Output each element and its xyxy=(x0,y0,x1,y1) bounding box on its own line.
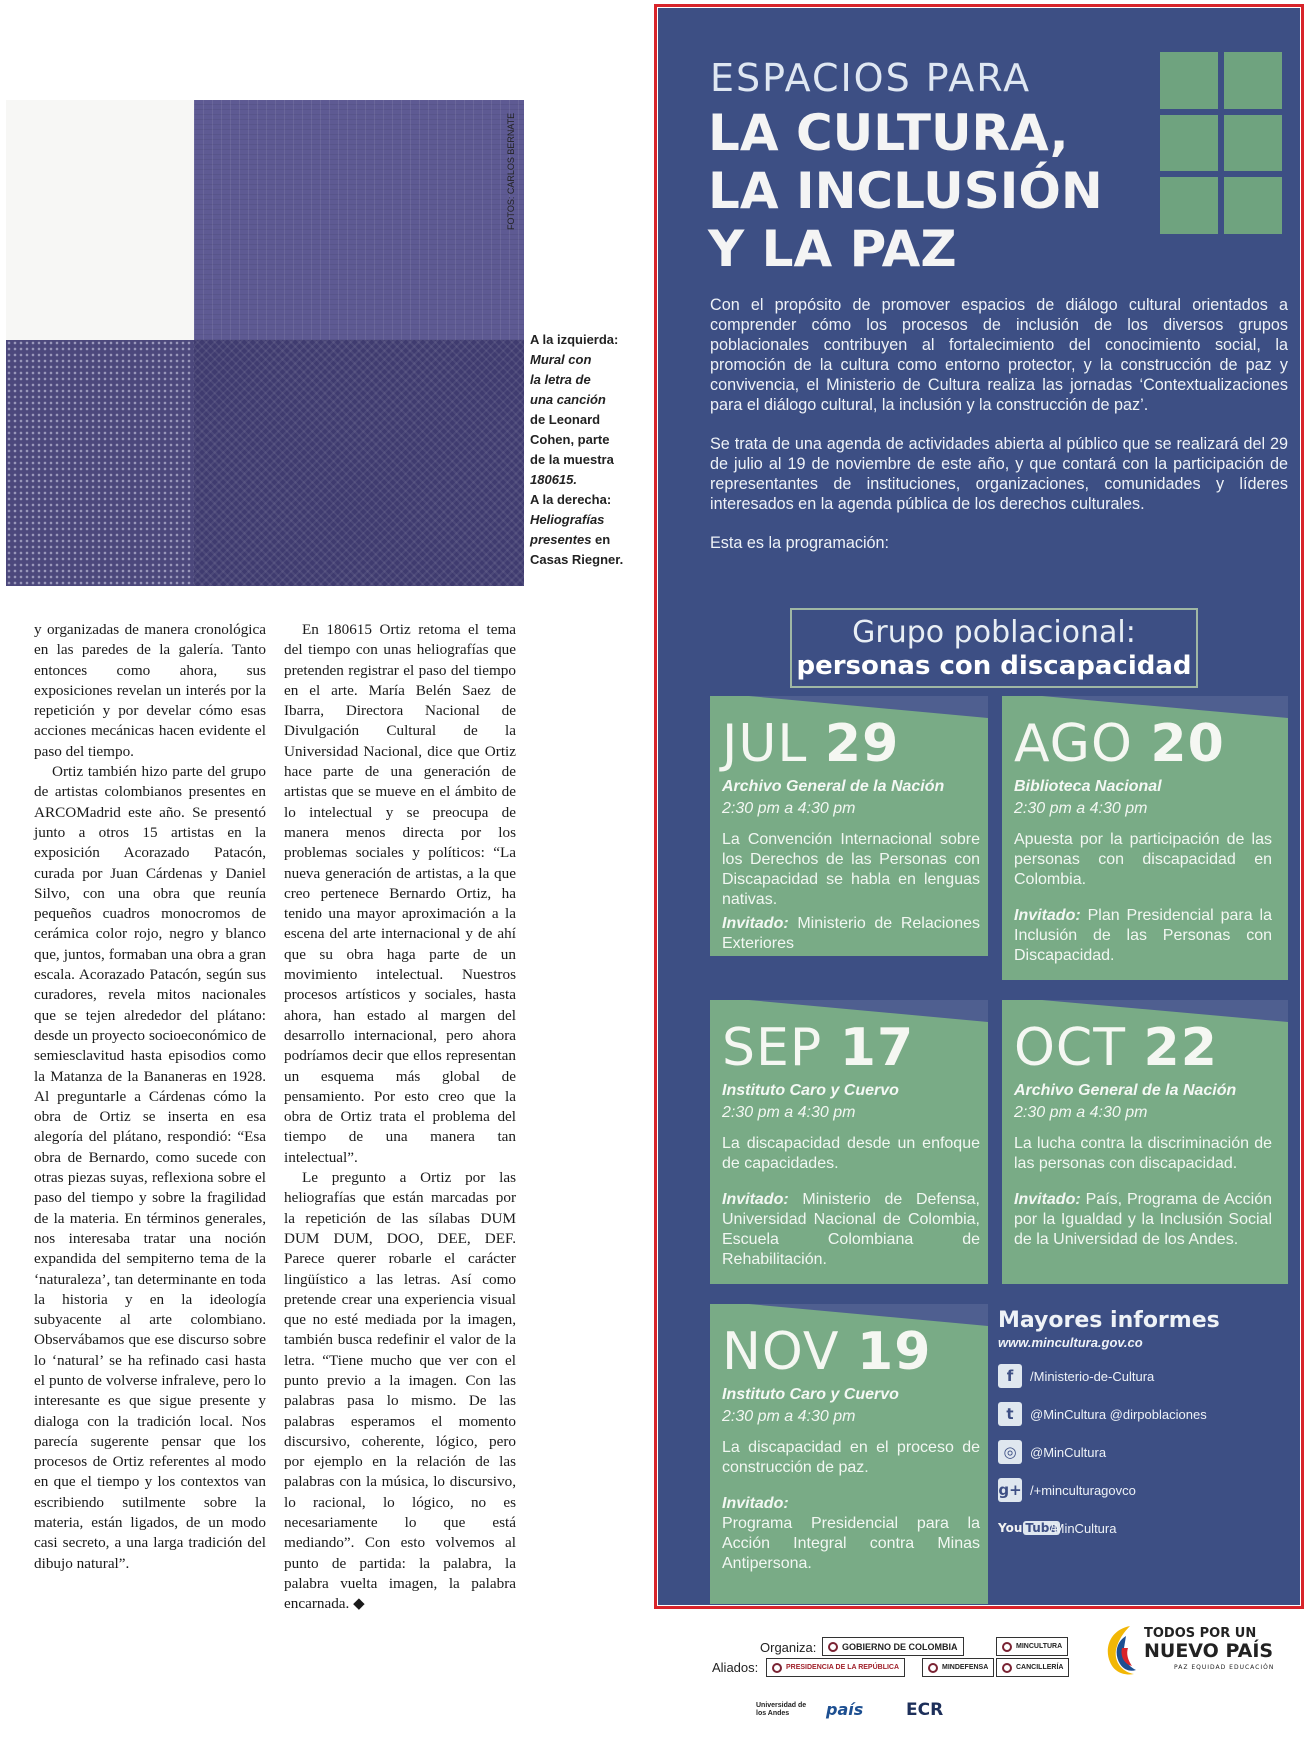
caption-line: Casas Riegner. xyxy=(530,552,624,567)
aliados-label: Aliados: xyxy=(712,1660,759,1675)
sponsor-logos xyxy=(700,1612,1300,1752)
event-guest xyxy=(1014,1190,1272,1250)
caption-line: Mural con xyxy=(530,352,592,367)
event-time: 2:30 pm a 4:30 pm xyxy=(1014,800,1148,817)
instagram-handle: @MinCultura xyxy=(1030,1444,1107,1460)
event-card-jul-29 xyxy=(710,696,988,956)
event-time: 2:30 pm a 4:30 pm xyxy=(722,800,856,817)
event-date xyxy=(722,1018,914,1078)
event-month: OCT xyxy=(1014,1018,1127,1078)
heliography-photo xyxy=(194,100,524,340)
group-name: personas con discapacidad xyxy=(796,651,1192,681)
caption-line: una canción xyxy=(530,392,606,407)
event-day: 19 xyxy=(857,1322,932,1382)
mincultura-text: MINCULTURA xyxy=(1016,1643,1063,1650)
ad-title: LA CULTURA, LA INCLUSIÓN Y LA PAZ xyxy=(708,104,1103,278)
facebook-row[interactable] xyxy=(998,1364,1280,1388)
caption-line: A la derecha: xyxy=(530,492,612,507)
photo-blank-area xyxy=(6,100,194,340)
youtube-handle: /MinCultura xyxy=(1050,1520,1117,1536)
mincultura-logo xyxy=(996,1637,1068,1656)
gplus-row[interactable] xyxy=(998,1478,1280,1502)
ecr-logo: ECR xyxy=(906,1700,944,1720)
ad-intro xyxy=(710,295,1288,572)
guest-name: Plan Presidencial para la Inclusión de las Personas con Discapacidad. xyxy=(1014,907,1272,964)
event-day: 29 xyxy=(824,714,900,774)
caption-word: presentes xyxy=(530,532,592,547)
event-venue: Archivo General de la Nación xyxy=(1014,1082,1237,1099)
event-card-nov-19 xyxy=(710,1304,988,1604)
photo-credit: FOTOS: CARLOS BERNATE xyxy=(506,112,516,230)
youtube-row[interactable] xyxy=(998,1516,1280,1540)
gplus-handle: /+minculturagovco xyxy=(1030,1482,1136,1498)
group-heading-box xyxy=(790,608,1198,688)
guest-label: Invitado: xyxy=(1014,1191,1081,1208)
instagram-row[interactable] xyxy=(998,1440,1280,1464)
event-topic: Apuesta por la participación de las personas con discapacidad en Colombia. xyxy=(1014,831,1272,888)
event-guest xyxy=(722,1190,980,1270)
info-heading: Mayores informes xyxy=(998,1308,1220,1333)
event-guest xyxy=(722,914,980,954)
mindefensa-text: MINDEFENSA xyxy=(942,1664,989,1671)
article-paragraph: En 180615 Ortiz retoma el tema del tiempo con unas heliografías que pretenden registrar el paso del tiempo en el arte. María Belén Saez de Ibarra, Directora Nacional de Divulgación Cultural de la Universidad Nacional, dice que Ortiz hace parte de una generación de artistas que se mueve en el ámbito de lo intelectual y se preocupa de manera menos directa por los problemas sociales y políticos: “La nueva generación de artistas, a la que creo pertenece Bernardo Ortiz, ha tenido una mayor aproximación a la escena del arte internacional y de ahí que su obra haga parte de un movimiento intelectual. Nuestros procesos artísticos y sociales, hasta ahora, han estado al margen del desarrollo internacional, pero ahora podríamos decir que ellos representan un esquema más global de pensamiento. Por esto creo que la obra de Ortiz trata el problema del tiempo de una manera tan intelectual”. xyxy=(284,621,516,1166)
mural-photo xyxy=(6,340,194,586)
event-topic: La discapacidad en el proceso de construcción de paz. xyxy=(722,1439,980,1476)
caption-word: en xyxy=(595,532,611,547)
photo-collage xyxy=(6,100,524,586)
facebook-handle: /Ministerio-de-Cultura xyxy=(1030,1368,1155,1384)
caption-line: la letra de xyxy=(530,372,591,387)
group-label: Grupo poblacional: xyxy=(852,615,1136,650)
window-grid-icon xyxy=(1160,52,1282,234)
nuevo-pais-line-3: PAZ EQUIDAD EDUCACIÓN xyxy=(1174,1664,1275,1671)
nuevo-pais-swirl-icon xyxy=(1100,1622,1140,1680)
nuevo-pais-logo xyxy=(1100,1622,1280,1682)
organiza-label: Organiza: xyxy=(760,1640,817,1655)
presidencia-text: PRESIDENCIA DE LA REPÚBLICA xyxy=(786,1664,900,1671)
event-topic: La discapacidad desde un enfoque de capacidades. xyxy=(722,1135,980,1172)
cancilleria-logo xyxy=(996,1658,1069,1677)
event-date xyxy=(1014,1018,1218,1078)
caption-line: de la muestra xyxy=(530,452,614,467)
event-month: NOV xyxy=(722,1322,840,1382)
article-column-1 xyxy=(34,620,266,1574)
event-month: SEP xyxy=(722,1018,823,1078)
mindefensa-logo xyxy=(922,1658,994,1677)
google-plus-icon: g+ xyxy=(998,1478,1022,1502)
guest-label: Invitado: xyxy=(1014,907,1081,924)
guest-label: Invitado: xyxy=(722,1191,789,1208)
ad-paragraph: Esta es la programación: xyxy=(710,534,890,552)
contact-info xyxy=(980,1308,1280,1540)
twitter-icon: t xyxy=(998,1402,1022,1426)
caption-line xyxy=(530,530,640,550)
event-time: 2:30 pm a 4:30 pm xyxy=(722,1104,856,1121)
event-day: 17 xyxy=(839,1018,915,1078)
gobierno-text: GOBIERNO DE COLOMBIA xyxy=(842,1641,958,1652)
info-url[interactable]: www.mincultura.gov.co xyxy=(998,1335,1143,1350)
facebook-icon: f xyxy=(998,1364,1022,1388)
event-date xyxy=(1014,714,1225,774)
guest-name: País, Programa de Acción por la Igualdad y la Inclusión Social de la Universidad de los Andes. xyxy=(1014,1191,1272,1248)
twitter-handle: @MinCultura @dirpoblaciones xyxy=(1030,1406,1207,1422)
article-paragraph: Le pregunto a Ortiz por las heliografías que están marcadas por la repetición de las sílabas DUM DUM DUM, DOO, DEE, DEF. Parece querer robarle el carácter lingüístico a las letras. Así como pretende crear una experiencia visual que no esté mediada por la imagen, también busca redefinir el valor de la letra. “Tiene mucho que ver con el punto previo a la imagen. Con las palabras pasa lo mismo. De las palabras esperamos el momento discursivo, coherente, lógico, pero por ejemplo en la relación de las palabras con la música, lo discursivo, lo racional, lo lógico, no es necesariamente lo que está mediando”. Con esto volvemos al punto de partida: la palabra, la palabra vuelta imagen, la palabra encarnada. ◆ xyxy=(284,1169,516,1613)
event-topic: La Convención Internacional sobre los Derechos de las Personas con Discapacidad se habla en lenguas nativas. xyxy=(722,831,980,908)
event-guest xyxy=(1014,906,1272,966)
event-date xyxy=(722,1322,931,1382)
instagram-icon: ◎ xyxy=(998,1440,1022,1464)
event-day: 20 xyxy=(1150,714,1225,774)
guest-label: Invitado: xyxy=(722,915,789,932)
event-topic: La lucha contra la discriminación de las personas con discapacidad. xyxy=(1014,1135,1272,1172)
article-paragraph: Ortiz también hizo parte del grupo de artistas colombianos presentes en ARCOMadrid este año. Se presentó junto a otros 15 artistas en la exposición Acorazado Patacón, curada por Juan Cárdenas y Daniel Silvo, con una obra que reunía pequeños cuadros monocromos de cerámica color rojo, negro y blanco que, juntos, formaban una obra a gran escala. Acorazado Patacón, según sus curadores, revela mitos nacionales que se tejen alrededor del plátano: desde un proyecto socioeconómico de semiesclavitud hasta episodios como la Matanza de la Bananeras en 1928. Al preguntarle a Cárdenas cómo la obra de Ortiz se inserta en esa alegoría del plátano, respondió: “Esa obra de Bernardo, como sucede con otras piezas suyas, reflexiona sobre el paso del tiempo y sobre la fragilidad de la materia. En términos generales, nos interesaba tratar una noción expandida del sempiterno tema de la ‘naturaleza’, tan determinante en toda la historia y en la ideología subyacente al arte colombiano. Observábamos que ese discurso sobre lo ‘natural’ se ha refinado casi hasta el punto de volverse infraleve, pero lo interesante es que sigue presente y dialoga con la tradición local. Nos parecía sugerente pensar que los procesos de Ortiz referentes al modo en que el tiempo y los contextos van escribiendo sutilmente sobre la materia, están ligados, de un modo casi secreto, a una larga tradición del dibujo natural”. xyxy=(34,763,266,1572)
ad-kicker: ESPACIOS PARA xyxy=(710,56,1032,100)
article-paragraph: y organizadas de manera cronológica en las paredes de la galería. Tanto entonces como ahora, sus exposiciones revelan un interés por la repetición y por develar cómo esas acciones mecánicas hacen evidente el paso del tiempo. xyxy=(34,621,266,760)
event-time: 2:30 pm a 4:30 pm xyxy=(722,1408,856,1425)
article-column-2 xyxy=(284,620,516,1615)
event-month: AGO xyxy=(1014,714,1133,774)
event-card-oct-22 xyxy=(1002,1000,1288,1284)
guest-name: Ministerio de Relaciones Exteriores xyxy=(722,915,980,952)
presidencia-logo xyxy=(766,1658,905,1677)
event-month: JUL xyxy=(722,714,808,774)
guest-name: Ministerio de Defensa, Universidad Nacional de Colombia, Escuela Colombiana de Rehabilitación. xyxy=(722,1191,981,1268)
ad-paragraph: Se trata de una agenda de actividades abierta al público que se realizará del 29 de julio al 19 de noviembre de este año, y que contará con la participación de representantes de instituciones, organizaciones, comunidades y líderes interesados en la agenda pública de los derechos culturales. xyxy=(710,435,1288,513)
uniandes-logo: Universidad de los Andes xyxy=(756,1702,807,1717)
caption-line: Heliografías xyxy=(530,512,605,527)
event-venue: Instituto Caro y Cuervo xyxy=(722,1386,899,1403)
caption-line: Cohen, parte xyxy=(530,432,610,447)
twitter-row[interactable] xyxy=(998,1402,1280,1426)
event-guest xyxy=(722,1494,980,1574)
nuevo-pais-line-1: TODOS POR UN xyxy=(1144,1626,1257,1641)
gobierno-logo xyxy=(822,1637,964,1656)
ad-paragraph: Con el propósito de promover espacios de diálogo cultural orientados a comprender cómo los procesos de inclusión de los diversos grupos poblacionales contribuyen al fortalecimiento del conocimiento social, la promoción de la cultura como entorno protector, y la construcción de paz y convivencia, el Ministerio de Cultura realiza las jornadas ‘Contextualizaciones para el diálogo cultural, la inclusión y la construcción de paz’. xyxy=(710,296,1288,414)
event-date xyxy=(722,714,899,774)
event-card-ago-20 xyxy=(1002,696,1288,980)
youtube-logo-you: You xyxy=(998,1521,1023,1535)
nuevo-pais-line-2: NUEVO PAÍS xyxy=(1144,1640,1274,1662)
photo-caption xyxy=(530,330,640,570)
caption-line: de Leonard xyxy=(530,412,601,427)
youtube-logo-tube: Tube xyxy=(1025,1521,1058,1535)
event-venue: Biblioteca Nacional xyxy=(1014,778,1162,795)
ministry-ad xyxy=(658,8,1300,1605)
guest-label: Invitado: xyxy=(722,1495,789,1512)
pais-logo: país xyxy=(826,1700,864,1719)
event-card-sep-17 xyxy=(710,1000,988,1284)
caption-line: A la izquierda: xyxy=(530,332,619,347)
event-day: 22 xyxy=(1143,1018,1218,1078)
caption-line: 180615. xyxy=(530,472,577,487)
heliography-photo-2 xyxy=(194,340,524,586)
youtube-icon xyxy=(998,1516,1058,1540)
event-time: 2:30 pm a 4:30 pm xyxy=(1014,1104,1148,1121)
event-venue: Archivo General de la Nación xyxy=(722,778,945,795)
cancilleria-text: CANCILLERÍA xyxy=(1016,1664,1064,1671)
event-venue: Instituto Caro y Cuervo xyxy=(722,1082,899,1099)
guest-name: Programa Presidencial para la Acción Integral contra Minas Antipersona. xyxy=(722,1515,980,1572)
